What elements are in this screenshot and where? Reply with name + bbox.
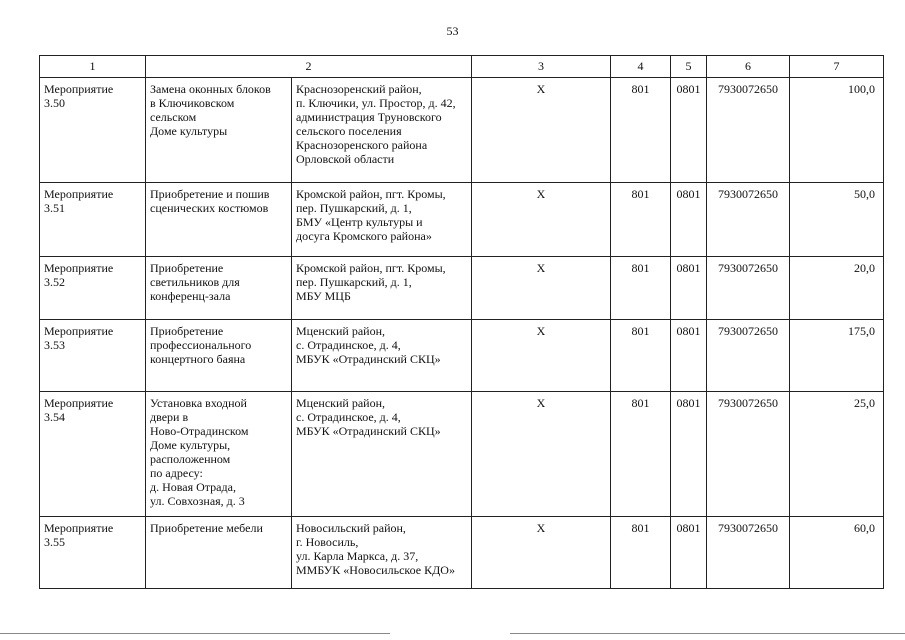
col5-cell: 0801: [671, 392, 707, 517]
name-cell: Приобретение мебели: [146, 517, 292, 589]
col7-cell: 60,0: [790, 517, 884, 589]
address-cell: Мценский район, с. Отрадинское, д. 4, МБУК «Отрадинский СКЦ»: [292, 320, 472, 392]
col3-cell: Х: [472, 517, 611, 589]
col3-cell: Х: [472, 78, 611, 183]
col6-cell: 7930072650: [707, 392, 790, 517]
col4-cell: 801: [611, 257, 671, 320]
name-cell: Установка входной двери в Ново-Отрадинском Доме культуры, расположенном по адресу: д. Новая Отрада, ул. Совхозная, д. 3: [146, 392, 292, 517]
header-col-3: 3: [472, 56, 611, 78]
header-col-4: 4: [611, 56, 671, 78]
col4-cell: 801: [611, 78, 671, 183]
address-cell: Кромской район, пгт. Кромы, пер. Пушкарский, д. 1, БМУ «Центр культуры и досуга Кромского района»: [292, 183, 472, 257]
footer-rule-left: [0, 633, 390, 634]
table-row: [40, 517, 884, 589]
name-cell: Приобретение профессионального концертного баяна: [146, 320, 292, 392]
table-row: [40, 78, 884, 183]
col3-cell: Х: [472, 392, 611, 517]
col3-cell: Х: [472, 257, 611, 320]
event-cell: Мероприятие 3.55: [40, 517, 146, 589]
col5-cell: 0801: [671, 78, 707, 183]
table-row: [40, 392, 884, 517]
col6-cell: 7930072650: [707, 257, 790, 320]
header-col-7: 7: [790, 56, 884, 78]
col4-cell: 801: [611, 320, 671, 392]
col3-cell: Х: [472, 183, 611, 257]
table-row: [40, 320, 884, 392]
event-cell: Мероприятие 3.51: [40, 183, 146, 257]
header-row: [40, 56, 884, 78]
col4-cell: 801: [611, 183, 671, 257]
col6-cell: 7930072650: [707, 517, 790, 589]
col5-cell: 0801: [671, 257, 707, 320]
name-cell: Приобретение светильников для конференц-зала: [146, 257, 292, 320]
footer-rule-right: [510, 633, 905, 634]
col5-cell: 0801: [671, 183, 707, 257]
event-cell: Мероприятие 3.50: [40, 78, 146, 183]
page-number: 53: [446, 24, 459, 38]
budget-table: [39, 55, 884, 589]
col7-cell: 20,0: [790, 257, 884, 320]
event-cell: Мероприятие 3.52: [40, 257, 146, 320]
name-cell: Приобретение и пошив сценических костюмов: [146, 183, 292, 257]
table-row: [40, 257, 884, 320]
event-cell: Мероприятие 3.53: [40, 320, 146, 392]
header-col-1: 1: [40, 56, 146, 78]
col7-cell: 25,0: [790, 392, 884, 517]
address-cell: Новосильский район, г. Новосиль, ул. Карла Маркса, д. 37, ММБУК «Новосильское КДО»: [292, 517, 472, 589]
header-col-2: 2: [146, 56, 472, 78]
header-col-5: 5: [671, 56, 707, 78]
col7-cell: 175,0: [790, 320, 884, 392]
table-row: [40, 183, 884, 257]
header-col-6: 6: [707, 56, 790, 78]
address-cell: Мценский район, с. Отрадинское, д. 4, МБУК «Отрадинский СКЦ»: [292, 392, 472, 517]
col7-cell: 50,0: [790, 183, 884, 257]
col5-cell: 0801: [671, 517, 707, 589]
col4-cell: 801: [611, 517, 671, 589]
col5-cell: 0801: [671, 320, 707, 392]
event-cell: Мероприятие 3.54: [40, 392, 146, 517]
col6-cell: 7930072650: [707, 78, 790, 183]
col6-cell: 7930072650: [707, 320, 790, 392]
address-cell: Краснозоренский район, п. Ключики, ул. Простор, д. 42, администрация Труновского сельского поселения Краснозоренского района Орловской области: [292, 78, 472, 183]
col7-cell: 100,0: [790, 78, 884, 183]
name-cell: Замена оконных блоков в Ключиковском сельском Доме культуры: [146, 78, 292, 183]
col3-cell: Х: [472, 320, 611, 392]
address-cell: Кромской район, пгт. Кромы, пер. Пушкарский, д. 1, МБУ МЦБ: [292, 257, 472, 320]
col6-cell: 7930072650: [707, 183, 790, 257]
col4-cell: 801: [611, 392, 671, 517]
